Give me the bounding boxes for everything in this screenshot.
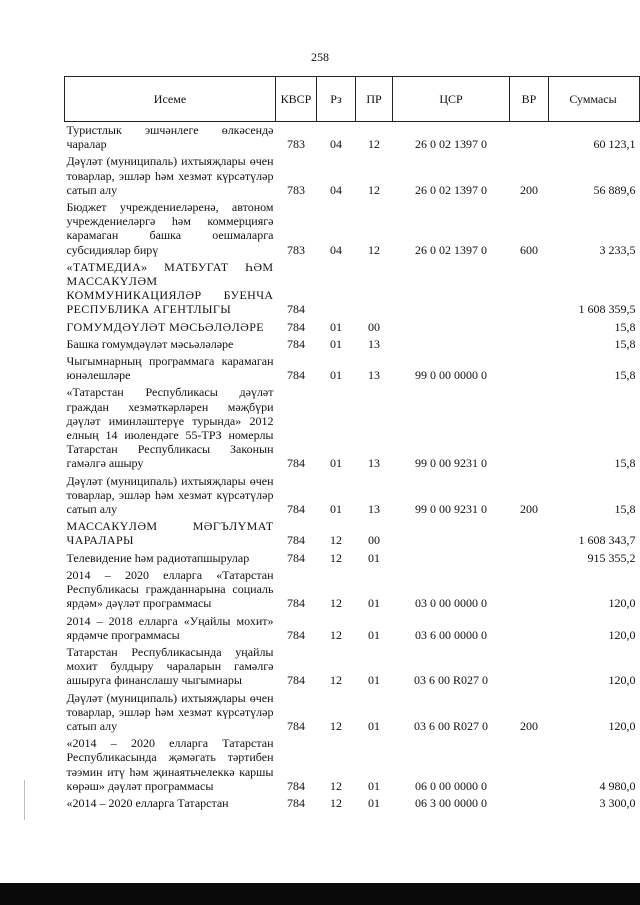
table-row <box>65 735 640 795</box>
cell-sum: 120,0 <box>608 673 636 688</box>
scan-mark <box>24 780 25 820</box>
cell-csr: 99 0 00 9231 0 <box>415 456 487 471</box>
cell-name: Телевидение һәм радиотапшырулар <box>66 550 250 565</box>
cell-rz: 12 <box>330 795 342 810</box>
cell-vr <box>510 319 549 336</box>
cell-name: ГОМУМДӘҮЛӘТ МӘСЬӘЛӘЛӘРЕ <box>66 319 265 334</box>
cell-sum: 120,0 <box>608 596 636 611</box>
cell-csr: 99 0 00 9231 0 <box>415 502 487 517</box>
cell-rz: 12 <box>330 596 342 611</box>
table-row <box>65 518 640 549</box>
cell-pr: 01 <box>368 795 380 810</box>
table-row <box>65 384 640 472</box>
cell-kvsr: 784 <box>287 319 305 334</box>
table-row <box>65 550 640 567</box>
cell-sum: 3 300,0 <box>599 795 636 810</box>
cell-name: 2014 – 2020 елларга «Татарстан Республикасы гражданнарына социаль ярдәм» дәүләт программасы <box>66 567 274 611</box>
table-row <box>65 567 640 613</box>
cell-csr <box>393 336 510 353</box>
cell-pr: 13 <box>368 336 380 351</box>
table-row <box>65 353 640 384</box>
cell-sum: 3 233,5 <box>599 242 636 257</box>
header-vr: ВР <box>510 77 549 122</box>
cell-pr: 00 <box>368 533 380 548</box>
cell-vr <box>510 353 549 384</box>
cell-pr: 01 <box>368 627 380 642</box>
cell-rz: 01 <box>330 502 342 517</box>
table-row <box>65 613 640 644</box>
cell-vr <box>510 567 549 613</box>
cell-rz: 01 <box>330 456 342 471</box>
cell-kvsr: 784 <box>287 718 305 733</box>
cell-sum: 120,0 <box>608 718 636 733</box>
cell-csr: 99 0 00 0000 0 <box>415 368 487 383</box>
cell-kvsr: 783 <box>287 182 305 197</box>
cell-vr <box>510 336 549 353</box>
cell-name: Дәүләт (муниципаль) ихтыяҗлары өчен товарлар, эшләр һәм хезмәт күрсәтүләр сатып алу <box>66 473 274 517</box>
cell-kvsr: 784 <box>287 627 305 642</box>
cell-pr: 12 <box>368 137 380 152</box>
cell-pr: 12 <box>368 182 380 197</box>
cell-vr: 200 <box>520 502 538 517</box>
cell-vr <box>510 518 549 549</box>
cell-kvsr: 784 <box>287 533 305 548</box>
cell-name: Чыгымнарның программага карамаган юнәлешләре <box>66 354 274 383</box>
cell-rz: 12 <box>330 778 342 793</box>
cell-kvsr: 784 <box>287 778 305 793</box>
cell-name: 2014 – 2018 елларга «Уңайлы мохит» ярдәмче программасы <box>66 613 274 642</box>
cell-csr: 03 0 00 0000 0 <box>415 596 487 611</box>
cell-sum: 4 980,0 <box>599 778 636 793</box>
table-row <box>65 199 640 259</box>
budget-table <box>64 76 640 812</box>
cell-pr: 01 <box>368 596 380 611</box>
table-header-row <box>65 77 640 122</box>
cell-vr <box>510 644 549 690</box>
table-row <box>65 795 640 812</box>
cell-vr <box>510 550 549 567</box>
cell-kvsr: 784 <box>287 368 305 383</box>
cell-name: Туристлык эшчәнлеге өлкәсендә чаралар <box>66 123 274 152</box>
cell-name: Бюджет учреждениеләренә, автоном учреждениеләргә һәм коммерциягә карамаган башка оешмаларга субсидияләр бирү <box>66 200 274 257</box>
table-row <box>65 153 640 199</box>
cell-sum: 15,8 <box>614 368 636 383</box>
cell-rz: 01 <box>330 319 342 334</box>
cell-name: МАССАКҮЛӘМ МӘГЪЛҮМАТ ЧАРАЛАРЫ <box>66 519 274 548</box>
cell-vr <box>510 122 549 154</box>
table-body <box>65 122 640 813</box>
cell-csr: 03 6 00 R027 0 <box>413 673 488 688</box>
cell-kvsr: 784 <box>287 302 305 317</box>
cell-rz: 04 <box>330 242 342 257</box>
cell-rz: 12 <box>330 550 342 565</box>
cell-name: Татарстан Республикасында уңайлы мохит булдыру чараларын гамәлгә ашыруга финанслашу чыгымнары <box>66 644 274 688</box>
cell-pr: 01 <box>368 718 380 733</box>
cell-vr: 600 <box>520 242 538 257</box>
cell-csr <box>393 319 510 336</box>
cell-sum: 15,8 <box>614 456 636 471</box>
cell-name: «ТАТМЕДИА» МАТБУГАТ ҺӘМ МАССАКҮЛӘМ КОММУНИКАЦИЯЛӘР БУЕНЧА РЕСПУБЛИКА АГЕНТЛЫГЫ <box>66 259 274 317</box>
cell-csr: 03 6 00 R027 0 <box>413 718 488 733</box>
cell-vr <box>510 259 549 319</box>
table-row <box>65 690 640 736</box>
cell-csr: 26 0 02 1397 0 <box>415 182 487 197</box>
cell-vr: 200 <box>520 182 538 197</box>
cell-sum: 15,8 <box>614 502 636 517</box>
cell-pr: 13 <box>368 456 380 471</box>
cell-csr <box>393 259 510 319</box>
cell-pr: 01 <box>368 778 380 793</box>
cell-sum: 1 608 359,5 <box>578 302 636 317</box>
cell-sum: 120,0 <box>608 627 636 642</box>
cell-pr: 13 <box>368 502 380 517</box>
cell-name: «Татарстан Республикасы дәүләт граждан хезмәткәрләрен мәҗбүри дәүләт иминләштерүе турында» 2012 елның 14 июлендәге 55-ТРЗ номерлы Татарстан Республикасы Законын гамәлгә ашыру <box>66 385 274 471</box>
table-row <box>65 259 640 319</box>
cell-pr: 13 <box>368 368 380 383</box>
cell-kvsr: 784 <box>287 456 305 471</box>
cell-rz: 01 <box>330 368 342 383</box>
cell-csr: 03 6 00 0000 0 <box>415 627 487 642</box>
cell-vr <box>510 384 549 472</box>
cell-name: Дәүләт (муниципаль) ихтыяҗлары өчен товарлар, эшләр һәм хезмәт күрсәтүләр сатып алу <box>66 154 274 197</box>
cell-kvsr: 783 <box>287 242 305 257</box>
table-row <box>65 122 640 154</box>
table-row <box>65 473 640 519</box>
cell-vr <box>510 795 549 812</box>
table-row <box>65 319 640 336</box>
header-csr: ЦСР <box>393 77 510 122</box>
cell-vr <box>510 613 549 644</box>
table-row <box>65 644 640 690</box>
cell-rz: 01 <box>330 336 342 351</box>
cell-sum: 1 608 343,7 <box>578 533 636 548</box>
cell-sum: 15,8 <box>614 336 636 351</box>
cell-csr <box>393 550 510 567</box>
cell-kvsr: 784 <box>287 502 305 517</box>
cell-kvsr: 784 <box>287 596 305 611</box>
scan-bottom-edge <box>0 883 640 905</box>
cell-rz: 12 <box>330 533 342 548</box>
header-name: Исеме <box>65 77 276 122</box>
header-sum: Суммасы <box>549 77 640 122</box>
cell-pr: 01 <box>368 550 380 565</box>
cell-rz: 12 <box>330 673 342 688</box>
cell-sum: 15,8 <box>614 319 636 334</box>
cell-csr <box>393 518 510 549</box>
cell-csr: 26 0 02 1397 0 <box>415 242 487 257</box>
cell-rz: 12 <box>330 627 342 642</box>
cell-csr: 06 0 00 0000 0 <box>415 778 487 793</box>
cell-name: «2014 – 2020 елларга Татарстан Республикасында җәмәгать тәртибен тәэмин итү һәм җинаятьчелеккә каршы көрәш» дәүләт программасы <box>66 736 274 793</box>
cell-pr <box>356 259 393 319</box>
cell-pr: 00 <box>368 319 380 334</box>
cell-kvsr: 783 <box>287 137 305 152</box>
cell-sum: 60 123,1 <box>593 137 636 152</box>
cell-csr: 06 3 00 0000 0 <box>415 795 487 810</box>
header-kvsr: КВСР <box>276 77 317 122</box>
cell-sum: 915 355,2 <box>587 550 636 565</box>
cell-pr: 01 <box>368 673 380 688</box>
cell-kvsr: 784 <box>287 673 305 688</box>
cell-vr <box>510 735 549 795</box>
table-row <box>65 336 640 353</box>
cell-rz: 12 <box>330 718 342 733</box>
cell-name: Дәүләт (муниципаль) ихтыяҗлары өчен товарлар, эшләр һәм хезмәт күрсәтүләр сатып алу <box>66 690 274 733</box>
cell-kvsr: 784 <box>287 336 305 351</box>
cell-name: «2014 – 2020 елларга Татарстан <box>66 795 229 810</box>
cell-name: Башка гомумдәүләт мәсьәләләре <box>66 336 234 351</box>
header-pr: ПР <box>356 77 393 122</box>
page-number: 258 <box>311 50 329 64</box>
cell-pr: 12 <box>368 242 380 257</box>
cell-kvsr: 784 <box>287 795 305 810</box>
header-rz: Рз <box>317 77 356 122</box>
cell-rz: 04 <box>330 137 342 152</box>
cell-rz: 04 <box>330 182 342 197</box>
cell-rz <box>317 259 356 319</box>
cell-csr: 26 0 02 1397 0 <box>415 137 487 152</box>
cell-sum: 56 889,6 <box>593 182 636 197</box>
cell-kvsr: 784 <box>287 550 305 565</box>
cell-vr: 200 <box>520 718 538 733</box>
